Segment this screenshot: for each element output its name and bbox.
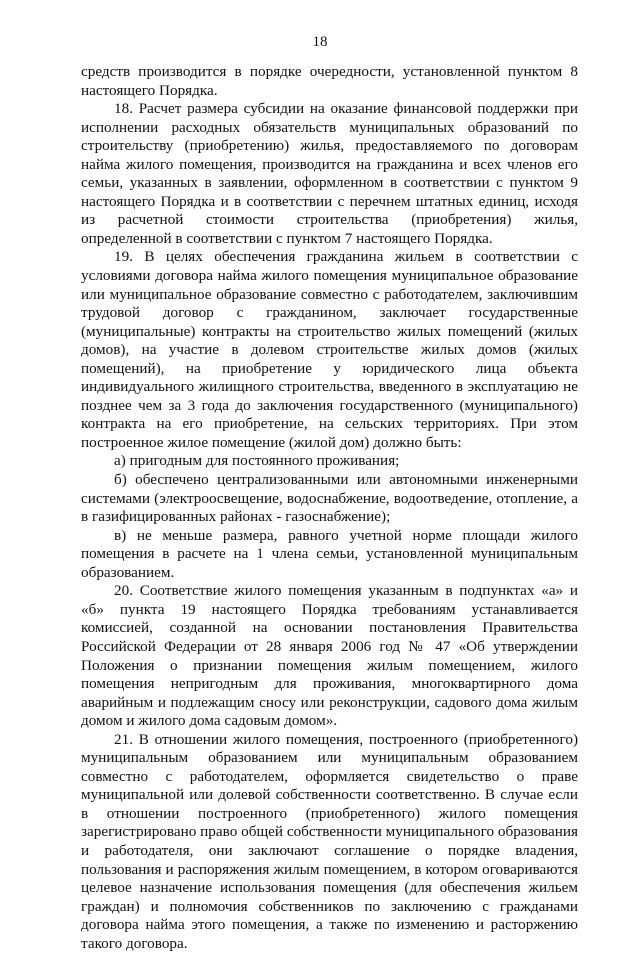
page-number: 18 (312, 34, 328, 50)
paragraph-19-item-a: а) пригодным для постоянного проживания; (114, 452, 400, 470)
paragraph-21: 21. В отношении жилого помещения, построенного (приобретенного) муниципальным образованием или муниципальным образованием совместно с работодателем, оформляется свидетельство о праве муниципальной или долевой собственности соответственно. В случае если в отношении построенного (приобретенного) жилого помещения зарегистрировано право общей собственности муниципального образования и работодателя, они заключают соглашение о порядке владения, пользования и распоряжения жилым помещением, в котором оговариваются целевое назначение использования помещения (для обеспечения жильем граждан) и полномочия собственников по заключению с гражданами договора найма этого помещения, а также по изменению и расторжению такого договора. (81, 730, 578, 952)
paragraph-19-item-b: б) обеспечено централизованными или автономными инженерными системами (электроосвещение, водоснабжение, водоотведение, отопление, а в газифицированных районах - газоснабжение); (81, 471, 578, 526)
paragraph-18: 18. Расчет размера субсидии на оказание финансовой поддержки при исполнении расходных обязательств муниципальных образований по строительству (приобретению) жилья, предоставляемого по договорам найма жилого помещения, производится на гражданина и всех членов его семьи, указанных в заявлении, оформленном в соответствии с пунктом 9 настоящего Порядка и в соответствии с перечнем штатных единиц, исходя из расчетной стоимости строительства (приобретения) жилья, определенной в соответствии с пунктом 7 настоящего Порядка. (81, 100, 578, 247)
paragraph-continuation: средств производится в порядке очередности, установленной пунктом 8 настоящего Порядка. (81, 63, 578, 99)
paragraph-20: 20. Соответствие жилого помещения указанным в подпунктах «а» и «б» пункта 19 настоящего Порядка требованиям устанавливается комиссией, созданной на основании постановления Правительства Российской Федерации от 28 января 2006 год № 47 «Об утверждении Положения о признании помещения жилым помещением, жилого помещения непригодным для проживания, многоквартирного дома аварийным и подлежащим сносу или реконструкции, садового дома жилым домом и жилого дома садовым домом». (81, 582, 578, 730)
paragraph-19-item-c: в) не меньше размера, равного учетной норме площади жилого помещения в расчете на 1 члена семьи, установленной муниципальным образованием. (81, 526, 578, 581)
document-body (81, 63, 578, 953)
paragraph-19: 19. В целях обеспечения гражданина жильем в соответствии с условиями договора найма жилого помещения муниципальное образование или муниципальное образование совместно с работодателем, заключившим трудовой договор с гражданином, заключает государственные (муниципальные) контракты на строительство жилых помещений (жилых домов), на участие в долевом строительстве жилых домов (жилых помещений), на приобретение у юридического лица объекта индивидуального жилищного строительства, введенного в эксплуатацию не позднее чем за 3 года до заключения государственного (муниципального) контракта на его приобретение, на сельских территориях. При этом построенное жилое помещение (жилой дом) должно быть: (81, 248, 578, 451)
